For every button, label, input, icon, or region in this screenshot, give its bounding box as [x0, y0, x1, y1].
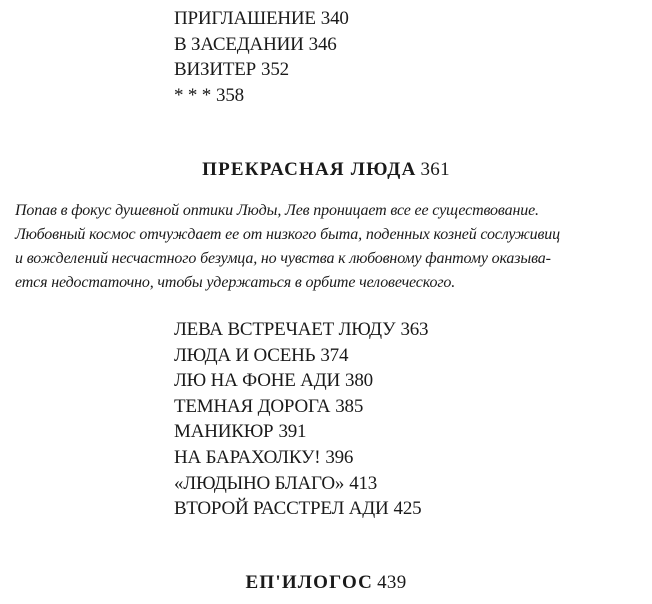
toc-entry-title: ТЕМНАЯ ДОРОГА [174, 395, 331, 417]
toc-entry-page: 425 [393, 498, 422, 520]
toc-entry-title: * * * [174, 84, 212, 106]
toc-list-top [174, 6, 349, 108]
section-heading [0, 572, 652, 594]
toc-entry-title: В ЗАСЕДАНИИ [174, 33, 304, 55]
section-heading [0, 159, 652, 181]
annotation-line: Любовный космос отчуждает ее от низкого быта, поденных козней сослуживиц [15, 226, 560, 243]
toc-entry [174, 83, 349, 109]
toc-entry-page: 374 [320, 344, 349, 366]
section-page: 361 [420, 159, 450, 180]
toc-entry [174, 32, 349, 58]
annotation-line: Попав в фокус душевной оптики Люды, Лев проницает все ее существование. [15, 202, 539, 219]
toc-entry [174, 496, 428, 522]
toc-entry-title: ЛЮ НА ФОНЕ АДИ [174, 370, 341, 392]
toc-entry-title: «ЛЮДЫНО БЛАГО» [174, 472, 345, 494]
toc-entry-title: МАНИКЮР [174, 421, 274, 443]
toc-entry-page: 396 [325, 446, 354, 468]
toc-entry-page: 340 [320, 8, 349, 29]
toc-entry [174, 343, 428, 369]
annotation-line: и вожделений несчастного безумца, но чувства к любовному фантому оказыва- [15, 250, 551, 267]
toc-list-section [174, 317, 428, 522]
section-title: ЕП'ИЛОГОС [245, 572, 374, 593]
toc-entry [174, 394, 428, 420]
section-annotation [15, 199, 640, 295]
toc-entry-page: 385 [335, 395, 364, 417]
toc-entry-title: ПРИГЛАШЕНИЕ [174, 8, 316, 29]
toc-entry-title: НА БАРАХОЛКУ! [174, 446, 321, 468]
toc-entry-page: 413 [349, 472, 378, 494]
toc-entry-page: 363 [400, 319, 429, 340]
toc-entry-page: 346 [308, 33, 337, 55]
toc-entry [174, 317, 428, 343]
section-page: 439 [377, 572, 407, 593]
toc-entry-page: 352 [261, 59, 289, 81]
toc-entry [174, 6, 349, 32]
toc-entry [174, 57, 349, 83]
toc-entry-page: 380 [345, 370, 373, 392]
toc-entry-title: ВТОРОЙ РАССТРЕЛ АДИ [174, 498, 389, 520]
toc-entry-title: ЛЕВА ВСТРЕЧАЕТ ЛЮДУ [174, 319, 396, 340]
toc-entry [174, 445, 428, 471]
toc-entry-title: ВИЗИТЕР [174, 59, 257, 81]
toc-entry-page: 391 [278, 421, 307, 443]
toc-entry [174, 471, 428, 497]
section-title: ПРЕКРАСНАЯ ЛЮДА [202, 159, 417, 180]
toc-entry-page: 358 [216, 84, 244, 106]
toc-entry [174, 419, 428, 445]
toc-entry-title: ЛЮДА И ОСЕНЬ [174, 344, 316, 366]
toc-entry [174, 368, 428, 394]
annotation-line: ется недостаточно, чтобы удержаться в орбите человеческого. [15, 274, 456, 291]
